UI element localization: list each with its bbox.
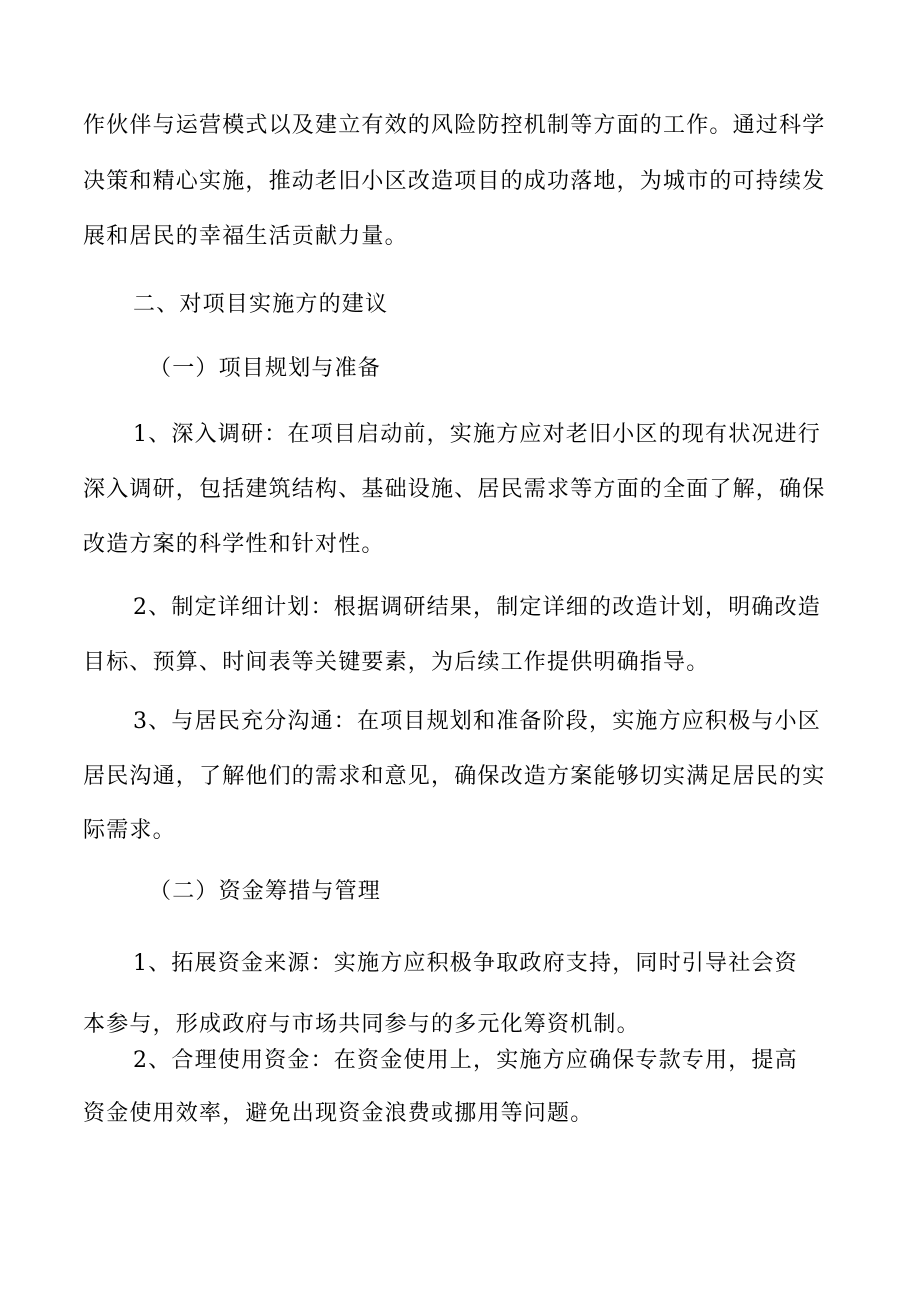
subsection-heading-planning: （一）项目规划与准备 xyxy=(149,356,382,381)
item1-line-3: 改造方案的科学性和针对性。 xyxy=(83,532,385,557)
item3-line-1: 3、与居民充分沟通：在项目规划和准备阶段，实施方应积极与小区 xyxy=(133,709,821,734)
fund1-line-2: 本参与，形成政府与市场共同参与的多元化筹资机制。 xyxy=(83,1012,640,1037)
item3-line-3: 际需求。 xyxy=(83,818,176,843)
fund2-line-2: 资金使用效率，避免出现资金浪费或挪用等问题。 xyxy=(83,1101,594,1126)
intro-line-2: 决策和精心实施，推动老旧小区改造项目的成功落地，为城市的可持续发 xyxy=(83,169,826,194)
item1-line-2: 深入调研，包括建筑结构、基础设施、居民需求等方面的全面了解，确保 xyxy=(83,477,826,502)
fund2-line-1: 2、合理使用资金：在资金使用上，实施方应确保专款专用，提高 xyxy=(133,1048,798,1073)
section-heading: 二、对项目实施方的建议 xyxy=(133,292,389,317)
intro-line-3: 展和居民的幸福生活贡献力量。 xyxy=(83,224,408,249)
item2-line-1: 2、制定详细计划：根据调研结果，制定详细的改造计划，明确改造 xyxy=(133,595,821,620)
fund1-line-1: 1、拓展资金来源：实施方应积极争取政府支持，同时引导社会资 xyxy=(133,951,798,976)
item1-line-1: 1、深入调研：在项目启动前，实施方应对老旧小区的现有状况进行 xyxy=(133,422,821,447)
item2-line-2: 目标、预算、时间表等关键要素，为后续工作提供明确指导。 xyxy=(83,650,710,675)
subsection-heading-funding: （二）资金筹措与管理 xyxy=(149,879,382,904)
item3-line-2: 居民沟通，了解他们的需求和意见，确保改造方案能够切实满足居民的实 xyxy=(83,764,826,789)
intro-line-1: 作伙伴与运营模式以及建立有效的风险防控机制等方面的工作。通过科学 xyxy=(83,113,826,138)
